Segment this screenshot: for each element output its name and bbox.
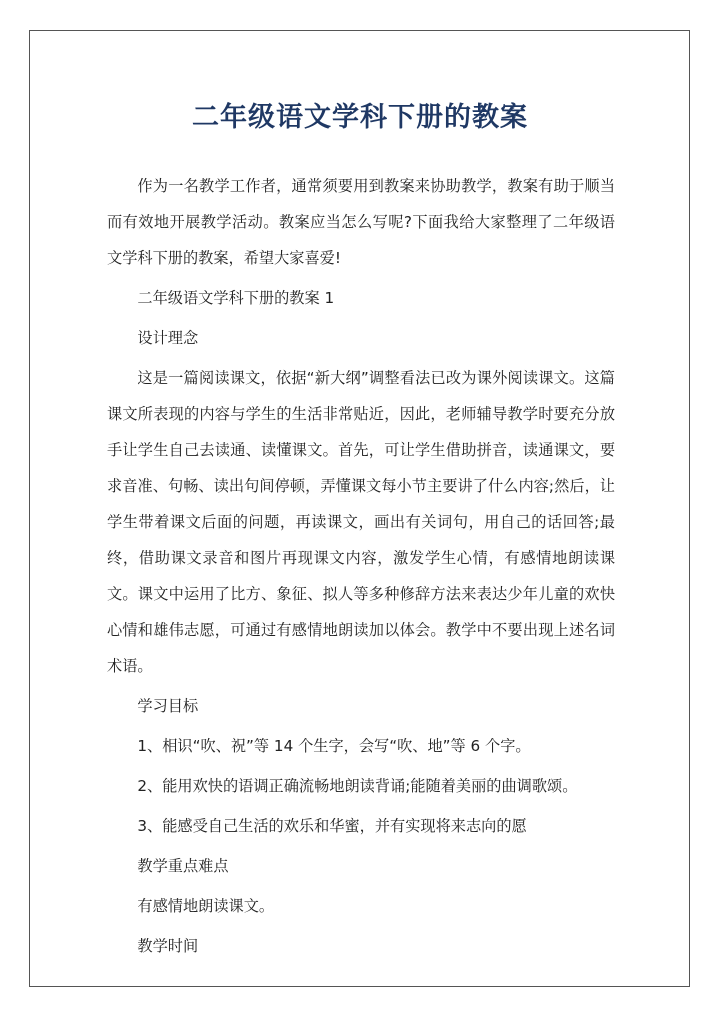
goals-heading: 学习目标 <box>137 697 199 715</box>
design-paragraph: 这是一篇阅读课文，依据“新大纲”调整看法已改为课外阅读课文。这篇课文所表现的内容与学生的生活非常贴近，因此，老师辅导教学时要充分放手让学生自己去读通、读懂课文。首先，可让学生借助拼音，读通课文，要求音准、句畅、读出句间停顿，弄懂课文每小节主要讲了什么内容;然后，让学生带着课文后面的问题，再读课文，画出有关词句，用自己的话回答;最终，借助课文录音和图片再现课文内容，激发学生心情，有感情地朗读课文。课文中运用了比方、象征、拟人等多种修辞方法来表达少年儿童的欢快心情和雄伟志愿，可通过有感情地朗读加以体会。教学中不要出现上述名词术语。 <box>107 369 615 675</box>
design-heading: 设计理念 <box>137 329 199 347</box>
document-title: 二年级语文学科下册的教案 <box>192 102 528 133</box>
goal-item-3: 3、能感受自己生活的欢乐和华蜜，并有实现将来志向的愿 <box>137 817 527 835</box>
document-body <box>107 168 615 968</box>
key-points-body: 有感情地朗读课文。 <box>137 897 275 915</box>
goal-item-2: 2、能用欢快的语调正确流畅地朗读背诵;能随着美丽的曲调歌颂。 <box>137 777 578 795</box>
section-heading: 二年级语文学科下册的教案 1 <box>137 289 335 307</box>
intro-paragraph: 作为一名教学工作者，通常须要用到教案来协助教学，教案有助于顺当而有效地开展教学活动。教案应当怎么写呢?下面我给大家整理了二年级语文学科下册的教案，希望大家喜爱! <box>107 177 615 267</box>
key-points-heading: 教学重点难点 <box>137 857 229 875</box>
goal-item-1: 1、相识“吹、祝”等 14 个生字，会写“吹、地”等 6 个字。 <box>137 737 531 755</box>
time-heading: 教学时间 <box>137 937 199 955</box>
